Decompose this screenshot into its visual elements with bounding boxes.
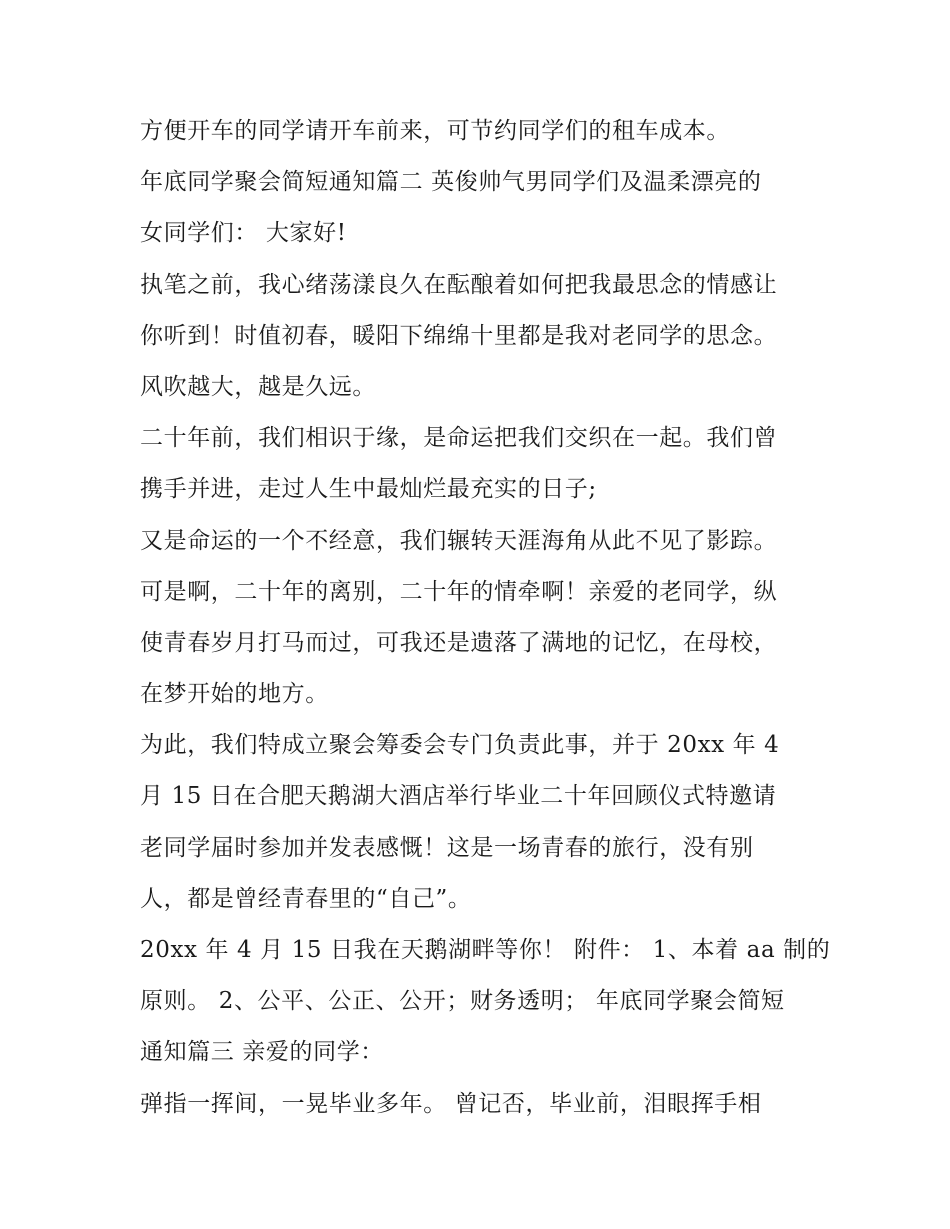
text-line: 年底同学聚会简短通知篇二 英俊帅气男同学们及温柔漂亮的 — [140, 169, 762, 196]
text-line: 二十年前，我们相识于缘，是命运把我们交织在一起。我们曾 — [140, 425, 778, 452]
text-line: 通知篇三 亲爱的同学： — [140, 1039, 384, 1066]
text-line: 执笔之前，我心绪荡漾良久在酝酿着如何把我最思念的情感让 — [140, 271, 778, 298]
text-line: 在梦开始的地方。 — [140, 681, 329, 708]
text-line: 可是啊，二十年的离别，二十年的情牵啊！亲爱的老同学，纵 — [140, 578, 778, 605]
text-line: 使青春岁月打马而过，可我还是遗落了满地的记忆，在母校， — [140, 629, 778, 656]
text-line: 月 15 日在合肥天鹅湖大酒店举行毕业二十年回顾仪式特邀请 — [140, 783, 777, 810]
text-line: 又是命运的一个不经意，我们辗转天涯海角从此不见了影踪。 — [140, 527, 778, 554]
text-line: 你听到！时值初春，暖阳下绵绵十里都是我对老同学的思念。 — [140, 322, 778, 349]
text-line: 风吹越大，越是久远。 — [140, 373, 376, 400]
text-line: 方便开车的同学请开车前来，可节约同学们的租车成本。 — [140, 118, 730, 144]
text-line: 20xx 年 4 月 15 日我在天鹅湖畔等你！ 附件： 1、本着 aa 制的 — [140, 937, 831, 963]
text-line: 老同学届时参加并发表感慨！这是一场青春的旅行，没有别 — [140, 834, 754, 861]
text-line: 为此，我们特成立聚会筹委会专门负责此事，并于 20xx 年 4 — [140, 732, 780, 759]
text-line: 携手并进，走过人生中最灿烂最充实的日子; — [140, 476, 597, 503]
text-line: 弹指一挥间，一晃毕业多年。 曾记否，毕业前，泪眼挥手相 — [140, 1090, 762, 1117]
text-line: 女同学们： 大家好! — [140, 220, 347, 247]
text-line: 原则。 2、公平、公正、公开；财务透明； 年底同学聚会简短 — [140, 988, 785, 1015]
document-body — [140, 106, 831, 1130]
text-line: 人，都是曾经青春里的“自己”。 — [140, 885, 472, 912]
